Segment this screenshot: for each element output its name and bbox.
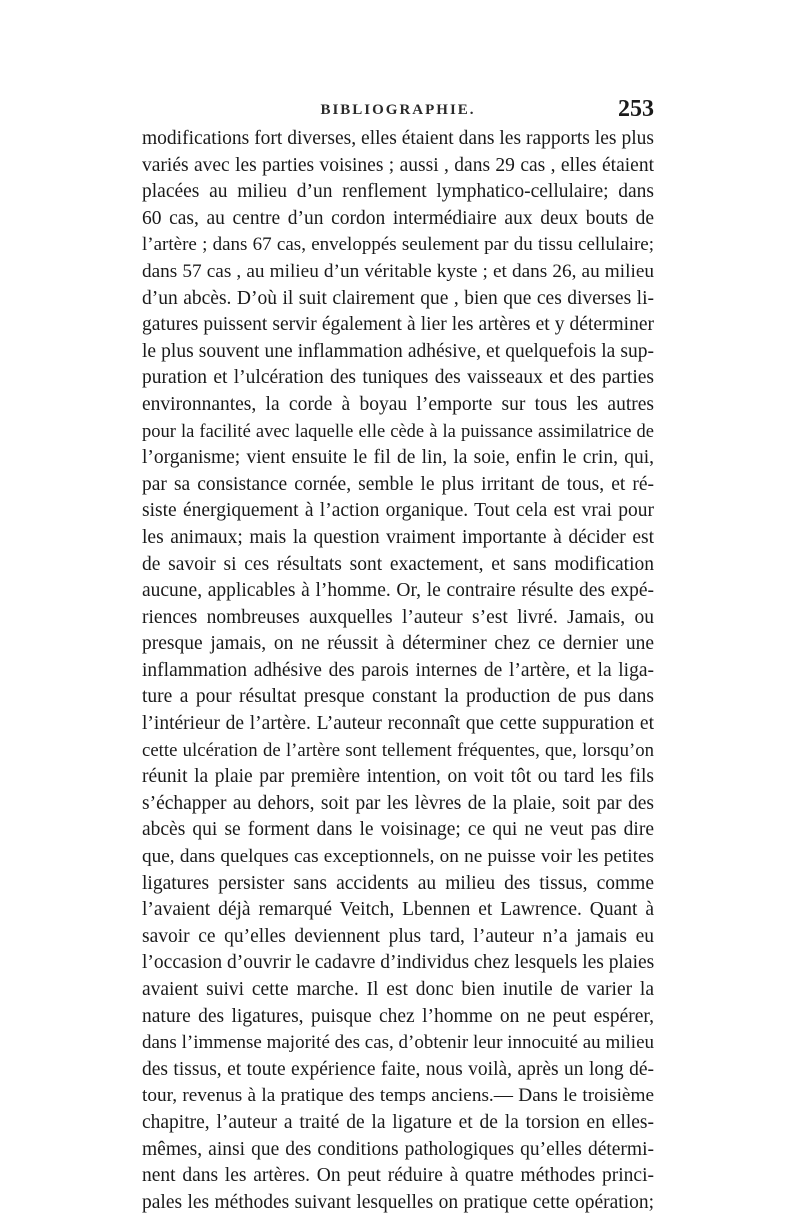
text-line: dans 57 cas , au milieu d’un véritable kyste ; et dans 26, au milieu [142, 260, 654, 282]
text-line: par sa consistance cornée, semble le plus irritant de tous, et ré- [142, 473, 654, 495]
text-line: variés avec les parties voisines ; aussi , dans 29 cas , elles étaient [142, 154, 654, 176]
text-line: que, dans quelques cas exceptionnels, on ne puisse voir les petites [142, 846, 654, 868]
text-line: dans l’immense majorité des cas, d’obtenir leur innocuité au milieu [142, 1032, 654, 1054]
running-title: BIBLIOGRAPHIE. [320, 102, 476, 118]
text-line: avaient suivi cette marche. Il est donc bien inutile de varier la [142, 979, 654, 1000]
text-line: environnantes, la corde à boyau l’emporte sur tous les autres [142, 393, 654, 415]
text-line: riences nombreuses auxquelles l’auteur s’est livré. Jamais, ou [142, 606, 654, 628]
text-line: les animaux; mais la question vraiment importante à décider est [142, 526, 654, 548]
text-line: le plus souvent une inflammation adhésive, et quelquefois la sup- [142, 340, 654, 362]
text-line: presque jamais, on ne réussit à déterminer chez ce dernier une [142, 633, 654, 655]
text-line: s’échapper au dehors, soit par les lèvres de la plaie, soit par des [142, 792, 654, 814]
running-head [142, 96, 654, 128]
text-line: chapitre, l’auteur a traité de la ligature et de la torsion en elles- [142, 1111, 654, 1133]
page-number: 253 [618, 96, 654, 122]
text-line: abcès qui se forment dans le voisinage; ce qui ne veut pas dire [142, 819, 654, 841]
text-line: nent dans les artères. On peut réduire à quatre méthodes princi- [142, 1165, 654, 1187]
text-line: l’occasion d’ouvrir le cadavre d’individus chez lesquels les plaies [142, 952, 654, 974]
text-line: tour, revenus à la pratique des temps anciens.— Dans le troisième [142, 1085, 654, 1107]
text-line: de savoir si ces résultats sont exactement, et sans modification [142, 553, 654, 575]
text-line: réunit la plaie par première intention, on voit tôt ou tard les fils [142, 766, 654, 788]
text-line: savoir ce qu’elles deviennent plus tard, l’auteur n’a jamais eu [142, 925, 654, 947]
text-line: 60 cas, au centre d’un cordon intermédiaire aux deux bouts de [142, 207, 654, 229]
text-line: l’avaient déjà remarqué Veitch, Lbennen et Lawrence. Quant à [142, 899, 654, 921]
text-line: nature des ligatures, puisque chez l’homme on ne peut espérer, [142, 1005, 654, 1027]
text-line: placées au milieu d’un renflement lymphatico-cellulaire; dans [142, 181, 654, 203]
text-line: puration et l’ulcération des tuniques des vaisseaux et des parties [142, 367, 654, 389]
text-line: l’artère ; dans 67 cas, enveloppés seulement par du tissu cellulaire; [142, 234, 654, 256]
text-line: l’intérieur de l’artère. L’auteur reconnaît que cette suppuration et [142, 713, 654, 735]
text-line: gatures puissent servir également à lier les artères et y déterminer [142, 314, 654, 336]
text-line: siste énergiquement à l’action organique. Tout cela est vrai pour [142, 500, 654, 522]
text-line: pales les méthodes suivant lesquelles on pratique cette opération; [142, 1191, 654, 1213]
text-line: modifications fort diverses, elles étaient dans les rapports les plus [142, 128, 654, 149]
text-line: aucune, applicables à l’homme. Or, le contraire résulte des expé- [142, 580, 654, 602]
text-line: cette ulcération de l’artère sont tellement fréquentes, que, lorsqu’on [142, 739, 654, 761]
text-line: ture a pour résultat presque constant la production de pus dans [142, 686, 654, 708]
text-line: inflammation adhésive des parois internes de l’artère, et la liga- [142, 659, 654, 681]
text-line: d’un abcès. D’où il suit clairement que , bien que ces diverses li- [142, 287, 654, 309]
text-line: des tissus, et toute expérience faite, nous voilà, après un long dé- [142, 1058, 654, 1080]
body-text [142, 126, 654, 1216]
text-line: ligatures persister sans accidents au milieu des tissus, comme [142, 872, 654, 894]
text-line: pour la facilité avec laquelle elle cède à la puissance assimilatrice de [142, 421, 654, 442]
text-line: mêmes, ainsi que des conditions pathologiques qu’elles détermi- [142, 1138, 654, 1160]
text-line: l’organisme; vient ensuite le fil de lin, la soie, enfin le crin, qui, [142, 447, 654, 469]
